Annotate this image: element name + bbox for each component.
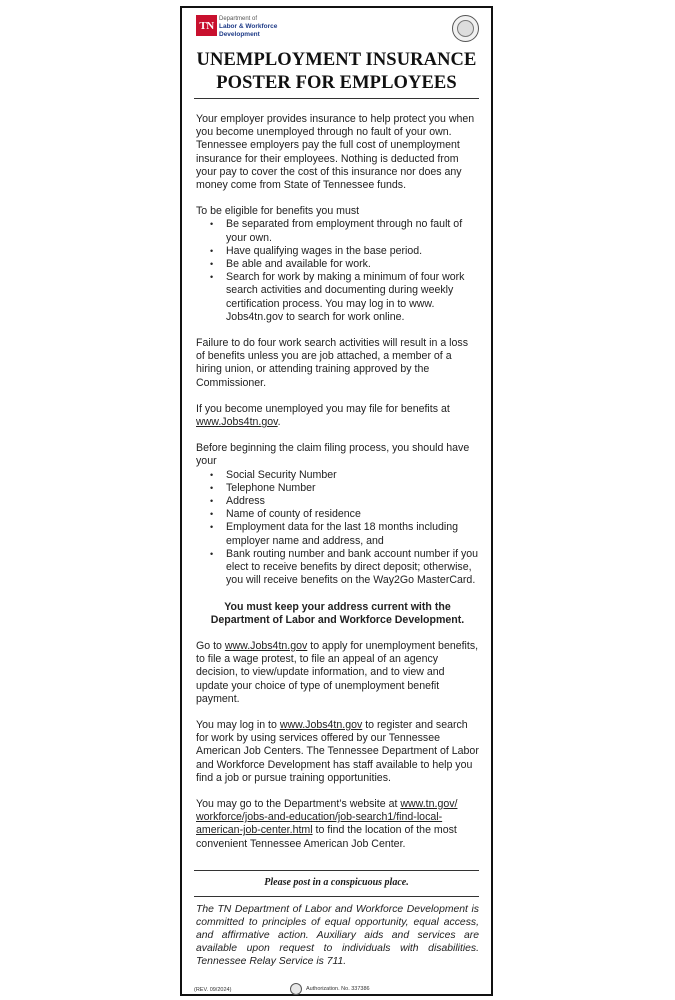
failure-paragraph: Failure to do four work search activities will result in a loss of benefits unless you are job attached, a member of a hiring union, or attending training approved by the Commissioner.: [196, 337, 469, 389]
equal-opportunity-statement: The TN Department of Labor and Workforce Development is committed to principles of equal opportunity, equal access, and affirmative action. Auxiliary aids and services are available upon request to individuals with disabilities. Tennessee Relay Service is 711.: [196, 904, 479, 967]
job-center-link[interactable]: www.tn.gov/ workforce/jobs-and-education/job-search1/find-local-american-job-center.html: [196, 797, 458, 837]
poster-body: [196, 113, 479, 864]
poster: [180, 6, 493, 996]
file-text: If you become unemployed you may file for benefits at: [196, 402, 450, 415]
state-seal-icon: [452, 15, 479, 42]
list-item: • Employment data for the last 18 months including employer name and address, and: [196, 521, 479, 547]
file-paragraph: [196, 403, 479, 429]
eligibility-list: [196, 218, 479, 324]
list-item: • Telephone Number: [196, 482, 479, 495]
list-item: • Be separated from employment through no fault of your own.: [196, 218, 479, 244]
login-paragraph: [196, 719, 479, 785]
footer-divider-top: [194, 870, 479, 871]
list-item: • Social Security Number: [196, 469, 479, 482]
footer-divider-bottom: [194, 896, 479, 897]
title-line-2: POSTER FOR EMPLOYEES: [216, 73, 457, 93]
list-item: • Bank routing number and bank account number if you elect to receive benefits by direct deposit; otherwise, you will receive benefits on the Way2Go MasterCard.: [196, 548, 479, 588]
claim-lead: Before beginning the claim filing process, you should have your: [196, 442, 470, 468]
eligibility-lead: To be eligible for benefits you must: [196, 205, 360, 218]
dept-name: [219, 15, 277, 39]
list-item: • Name of county of residence: [196, 508, 479, 521]
website-post: to find the location of the most convenient Tennessee American Job Center.: [196, 824, 457, 850]
jobs4tn-link[interactable]: www.Jobs4tn.gov: [279, 718, 363, 731]
title-line-1: UNEMPLOYMENT INSURANCE: [196, 50, 477, 70]
login-pre: You may log in to: [196, 718, 277, 731]
tn-dept-logo: [196, 15, 277, 39]
address-notice: You must keep your address current with the Department of Labor and Workforce Development.: [210, 600, 465, 626]
revision-date: (REV. 09/2024): [194, 987, 232, 993]
file-end: .: [277, 416, 281, 429]
dept-line-3: Development: [219, 31, 260, 38]
login-post: to register and search for work by using services offered by our Tennessee American Job Centers. The Tennessee Department of Labor and Workforce Development has staff available to help you find a job or pursue training opportunities.: [196, 718, 479, 784]
poster-footer: [192, 982, 481, 996]
poster-title: [182, 49, 491, 95]
authorization: [290, 983, 370, 995]
tn-logo-mark: TN: [196, 15, 217, 36]
list-item: • Have qualifying wages in the base period.: [196, 245, 479, 258]
jobs4tn-link[interactable]: www.Jobs4tn.gov: [224, 639, 308, 652]
goto-paragraph: [196, 640, 479, 706]
website-pre: You may go to the Department’s website at: [196, 797, 398, 810]
intro-paragraph: Your employer provides insurance to help protect you when you become unemployed through no fault of your own. Tennessee employers pay the full cost of unemployment insurance for their employees. Nothing is deducted from your pay to cover the cost of this insurance nor does any money come from State of Tennessee funds.: [196, 113, 475, 192]
list-item: • Address: [196, 495, 479, 508]
state-seal-icon: [290, 983, 302, 995]
post-note: Please post in a conspicuous place.: [264, 877, 409, 888]
goto-post: to apply for unemployment benefits, to file a wage protest, to file an appeal of an agency decision, to view/update information, and to view and update your choice of type of unemployment benefit payment.: [196, 639, 479, 705]
title-divider: [194, 98, 479, 99]
poster-header: [192, 15, 481, 49]
list-item: • Search for work by making a minimum of four work search activities and documenting during weekly certification process. You may log in to www. Jobs4tn.gov to search for work online.: [196, 271, 479, 324]
goto-pre: Go to: [196, 639, 222, 652]
authorization-number: Authorization. No. 337386: [306, 986, 370, 992]
dept-line-2: Labor & Workforce: [219, 23, 278, 30]
list-item: • Be able and available for work.: [196, 258, 479, 271]
website-paragraph: [196, 798, 479, 851]
claim-list: [196, 469, 479, 588]
dept-line-1: Department of: [219, 16, 258, 22]
jobs4tn-link[interactable]: www.Jobs4tn.gov: [196, 416, 278, 429]
